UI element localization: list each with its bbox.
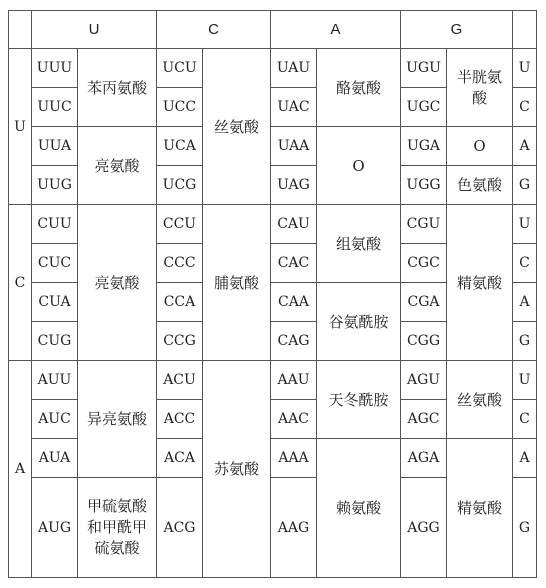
third-base: U (513, 361, 537, 400)
codon-cell: UUA (32, 127, 78, 166)
codon-cell: CGU (401, 205, 447, 244)
codon-cell: AAG (271, 478, 317, 578)
codon-cell: CGG (401, 322, 447, 361)
header-second-a: A (271, 11, 401, 49)
codon-cell: CGC (401, 244, 447, 283)
met-wrap: 甲硫氨酸和甲酰甲硫氨酸 (86, 497, 147, 557)
amino-acid-ser1: 丝氨酸 (203, 49, 271, 205)
header-row (9, 11, 537, 49)
amino-acid-met (78, 478, 157, 578)
codon-cell: CUC (32, 244, 78, 283)
stop-codon-mark: O (317, 127, 401, 205)
codon-cell: UUG (32, 166, 78, 205)
codon-cell: UGA (401, 127, 447, 166)
codon-cell: ACC (157, 400, 203, 439)
third-base: C (513, 88, 537, 127)
amino-acid-trp: 色氨酸 (447, 166, 513, 205)
first-base-a: A (9, 361, 32, 578)
amino-acid-thr: 苏氨酸 (203, 361, 271, 578)
codon-cell: CAU (271, 205, 317, 244)
table-row (9, 49, 537, 88)
codon-cell: CCC (157, 244, 203, 283)
corner-cell-right (513, 11, 537, 49)
codon-cell: UCG (157, 166, 203, 205)
third-base: G (513, 166, 537, 205)
codon-cell: CCG (157, 322, 203, 361)
header-second-c: C (157, 11, 271, 49)
amino-acid-cys (447, 49, 513, 127)
codon-cell: CCU (157, 205, 203, 244)
amino-acid-ile: 异亮氨酸 (78, 361, 157, 478)
codon-cell: UUU (32, 49, 78, 88)
codon-cell: AUC (32, 400, 78, 439)
codon-cell: AUA (32, 439, 78, 478)
codon-cell: UGU (401, 49, 447, 88)
amino-acid-tyr: 酪氨酸 (317, 49, 401, 127)
table-row (9, 361, 537, 400)
codon-cell: UAG (271, 166, 317, 205)
corner-cell (9, 11, 32, 49)
codon-cell: UUC (32, 88, 78, 127)
codon-cell: AGU (401, 361, 447, 400)
amino-acid-ser2: 丝氨酸 (447, 361, 513, 439)
amino-acid-arg1: 精氨酸 (447, 205, 513, 361)
amino-acid-arg2: 精氨酸 (447, 439, 513, 578)
codon-table (8, 10, 537, 578)
amino-acid-pro: 脯氨酸 (203, 205, 271, 361)
codon-cell: CAC (271, 244, 317, 283)
third-base: G (513, 322, 537, 361)
codon-cell: UGC (401, 88, 447, 127)
codon-cell: AGC (401, 400, 447, 439)
first-base-c: C (9, 205, 32, 361)
amino-acid-phe: 苯丙氨酸 (78, 49, 157, 127)
codon-cell: UCU (157, 49, 203, 88)
cys-wrap: 半胱氨酸 (456, 67, 502, 107)
codon-cell: UCC (157, 88, 203, 127)
third-base: A (513, 127, 537, 166)
amino-acid-lys: 赖氨酸 (317, 439, 401, 578)
codon-cell: UCA (157, 127, 203, 166)
codon-cell: AAU (271, 361, 317, 400)
codon-cell: AAC (271, 400, 317, 439)
codon-cell: AGG (401, 478, 447, 578)
third-base: G (513, 478, 537, 578)
table-row (9, 205, 537, 244)
third-base: A (513, 439, 537, 478)
amino-acid-leu2: 亮氨酸 (78, 205, 157, 361)
third-base: U (513, 49, 537, 88)
header-second-u: U (32, 11, 157, 49)
codon-cell: CUU (32, 205, 78, 244)
third-base: C (513, 400, 537, 439)
stop-codon-mark: O (447, 127, 513, 166)
third-base: C (513, 244, 537, 283)
header-second-g: G (401, 11, 513, 49)
codon-cell: CAG (271, 322, 317, 361)
amino-acid-gln: 谷氨酰胺 (317, 283, 401, 361)
amino-acid-asn: 天冬酰胺 (317, 361, 401, 439)
amino-acid-his: 组氨酸 (317, 205, 401, 283)
codon-cell: CUG (32, 322, 78, 361)
codon-cell: AGA (401, 439, 447, 478)
amino-acid-leu1: 亮氨酸 (78, 127, 157, 205)
codon-cell: UAA (271, 127, 317, 166)
codon-cell: UAU (271, 49, 317, 88)
codon-cell: AAA (271, 439, 317, 478)
codon-cell: UAC (271, 88, 317, 127)
codon-cell: CAA (271, 283, 317, 322)
codon-cell: CUA (32, 283, 78, 322)
codon-cell: ACU (157, 361, 203, 400)
codon-cell: CCA (157, 283, 203, 322)
table-row (9, 127, 537, 166)
codon-cell: ACG (157, 478, 203, 578)
codon-cell: UGG (401, 166, 447, 205)
third-base: A (513, 283, 537, 322)
codon-cell: CGA (401, 283, 447, 322)
codon-cell: AUG (32, 478, 78, 578)
third-base: U (513, 205, 537, 244)
first-base-u: U (9, 49, 32, 205)
codon-cell: AUU (32, 361, 78, 400)
codon-cell: ACA (157, 439, 203, 478)
